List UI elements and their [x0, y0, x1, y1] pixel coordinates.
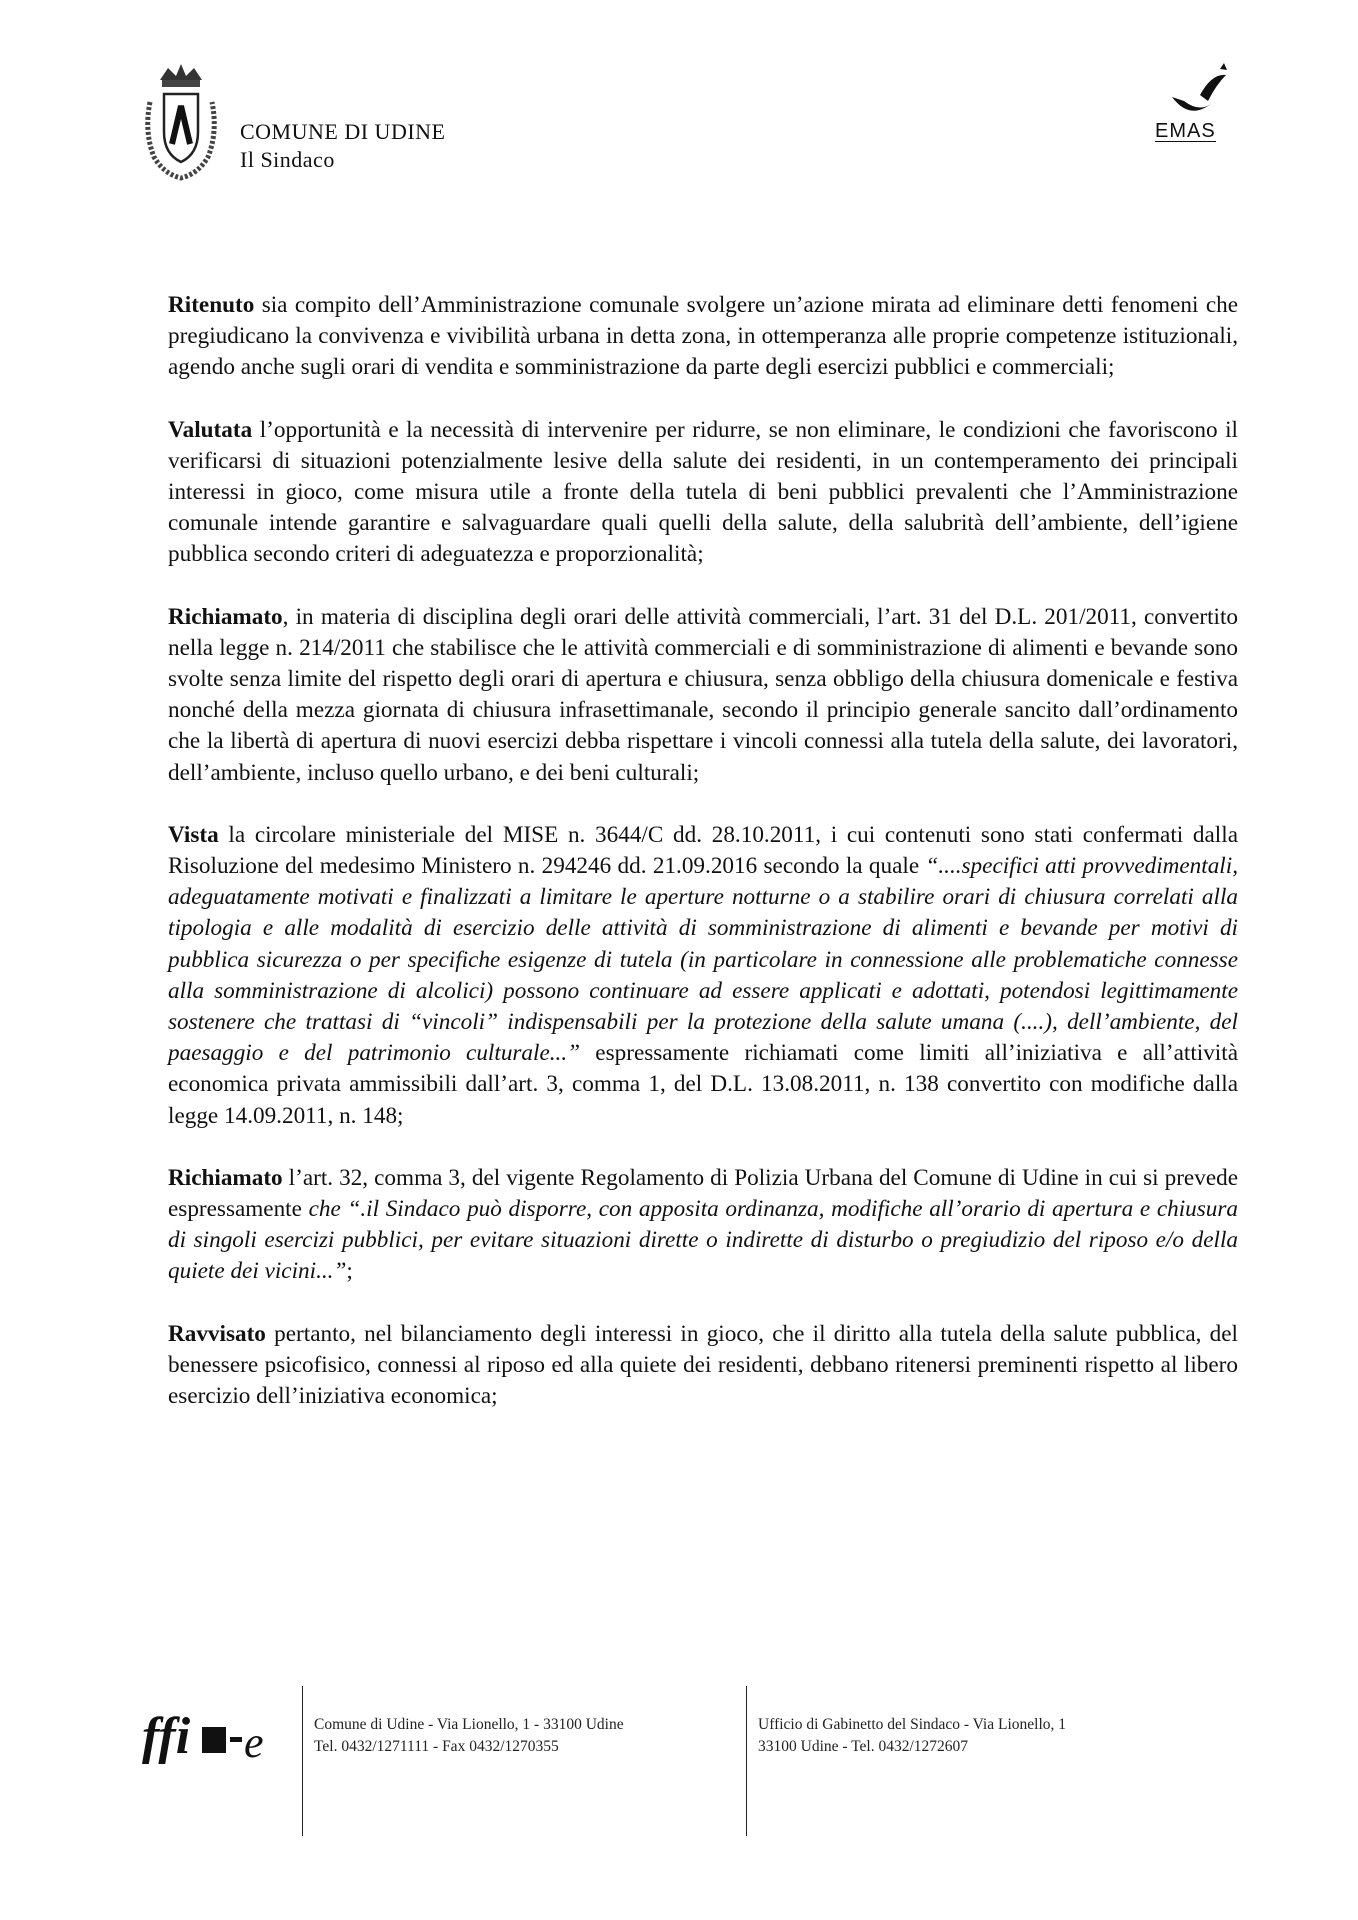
footer-line: Ufficio di Gabinetto del Sindaco - Via Lionello, 1 [758, 1716, 1067, 1733]
footer-line: Tel. 0432/1271111 - Fax 0432/1270355 [314, 1738, 559, 1755]
paragraph-lead: Vista [168, 821, 219, 848]
svg-text:e: e [244, 1718, 264, 1767]
paragraph-lead: Valutata [168, 416, 253, 443]
org-subtitle: Il Sindaco [240, 147, 335, 172]
emas-label: EMAS [1155, 120, 1216, 142]
paragraph-lead: Ravvisato [168, 1320, 266, 1347]
svg-text:ffi: ffi [142, 1708, 191, 1765]
footer-divider [302, 1686, 303, 1836]
org-heading [240, 118, 445, 174]
paragraph-richiamato-2 [168, 1163, 1238, 1288]
paragraph-text: , in materia di disciplina degli orari delle attività commerciali, l’art. 31 del D.L. 201/2011, convertito nella legge n. 214/2011 che stabilisce che le attività commerciali e di somministrazione di alimenti e bevande sono svolte senza limite del rispetto degli orari di apertura e chiusura, senza obbligo della chiusura domenicale e festiva nonché della mezza giornata di chiusura infrasettimanale, secondo il principio generale sancito dall’ordinamento che la libertà di apertura di nuovi esercizi debba rispettare i vincoli connessi alla tutela della salute, dei lavoratori, dell’ambiente, incluso quello urbano, e dei beni culturali; [168, 603, 1238, 786]
paragraph-text: l’art. 32, comma 3, del vigente Regolamento di Polizia Urbana del Comune di Udine in cui si prevede espressamente [168, 1164, 1238, 1223]
paragraph-quote: che “.il Sindaco può disporre, con apposita ordinanza, modifiche all’orario di apertura e chiusura di singoli esercizi pubblici, per evitare situazioni dirette o indirette di disturbo o pregiudizio del riposo e/o della quiete dei vicini...” [168, 1196, 1238, 1285]
paragraph-quote: “....specifici atti provvedimentali, adeguatamente motivati e finalizzati a limitare le aperture notturne o a stabilire orari di chiusura correlati alla tipologia e alle modalità di esercizio delle attività di somministrazione di alimenti e bevande per motivi di pubblica sicurezza o per specifiche esigenze di tutela (in particolare in connessione alle problematiche connesse alla somministrazione di alcolici) possono continuare ad essere applicati e adottati, potendosi legittimamente sostenere che trattasi di “vincoli” indispensabili per la protezione della salute umana (....), dell’ambiente, del paesaggio e del patrimonio culturale...” [168, 853, 1238, 1067]
paragraph-vista [168, 820, 1238, 1132]
footer-logo-icon [140, 1705, 290, 1775]
paragraph-text: espressamente richiamati come limiti all’iniziativa e all’attività economica privata ammissibili dall’art. 3, comma 1, del D.L. 13.08.2011, n. 138 convertito con modifiche dalla legge 14.09.2011, n. 148; [168, 1040, 1238, 1129]
paragraph-text: ; [346, 1258, 353, 1285]
footer-line: Comune di Udine - Via Lionello, 1 - 33100 Udine [314, 1716, 624, 1733]
paragraph-ritenuto [168, 290, 1238, 384]
footer-divider [746, 1686, 747, 1836]
city-crest-icon [140, 62, 222, 182]
paragraph-lead: Richiamato [168, 1164, 283, 1191]
paragraph-lead: Richiamato [168, 603, 283, 630]
paragraph-text: la circolare ministeriale del MISE n. 3644/C dd. 28.10.2011, i cui contenuti sono stati confermati dalla Risoluzione del medesimo Ministero n. 294246 dd. 21.09.2016 secondo la quale [168, 821, 1238, 880]
paragraph-text: sia compito dell’Amministrazione comunale svolgere un’azione mirata ad eliminare detti fenomeni che pregiudicano la convivenza e vivibilità urbana in detta zona, in ottemperanza alle proprie competenze istituzionali, agendo anche sugli orari di vendita e somministrazione da parte degli esercizi pubblici e commerciali; [168, 292, 1238, 381]
document-body [168, 290, 1238, 1443]
paragraph-valutata [168, 415, 1238, 571]
paragraph-lead: Ritenuto [168, 292, 255, 318]
footer-line: 33100 Udine - Tel. 0432/1272607 [758, 1738, 969, 1755]
footer-contact-gabinetto [758, 1714, 1066, 1758]
org-name: COMUNE DI UDINE [240, 119, 446, 144]
paragraph-richiamato-1 [168, 602, 1238, 789]
paragraph-text: pertanto, nel bilanciamento degli interessi in gioco, che il diritto alla tutela della salute pubblica, del benessere psicofisico, connessi al riposo ed alla quiete dei residenti, debbano ritenersi preminenti rispetto al libero esercizio dell’iniziativa economica; [168, 1320, 1238, 1410]
footer-contact-comune [314, 1714, 624, 1758]
paragraph-text: l’opportunità e la necessità di intervenire per ridurre, se non eliminare, le condizioni che favoriscono il verificarsi di situazioni potenzialmente lesive della salute dei residenti, in un contemperamento dei principali interessi in gioco, come misura utile a fronte della tutela di beni pubblici prevalenti che l’Amministrazione comunale intende garantire e salvaguardare quali quelli della salute, della salubrità dell’ambiente, dell’igiene pubblica secondo criteri di adeguatezza e proporzionalità; [168, 416, 1238, 568]
paragraph-ravvisato [168, 1319, 1238, 1413]
